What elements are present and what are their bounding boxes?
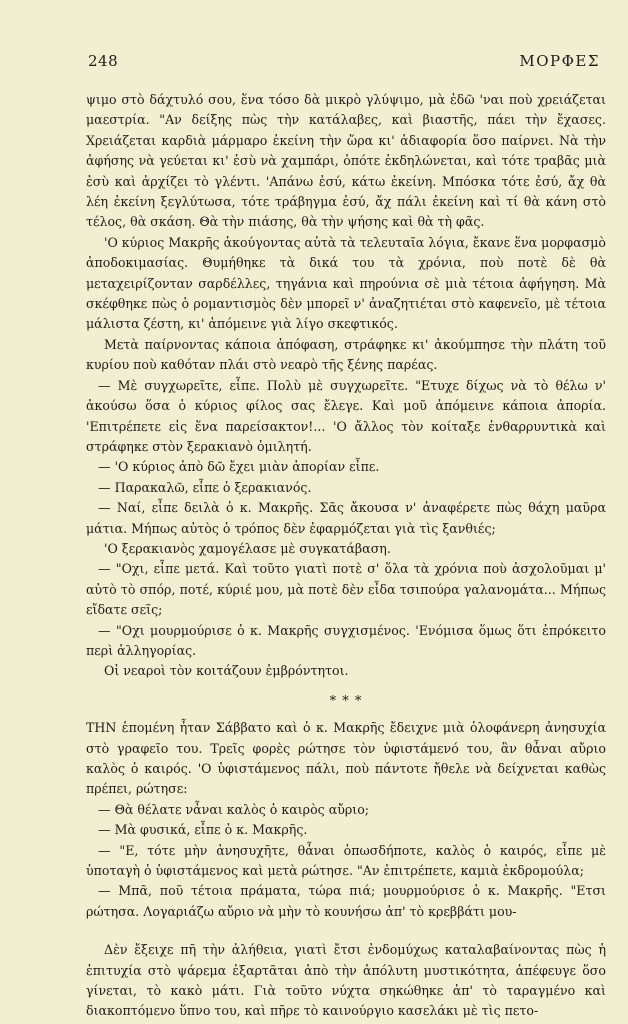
paragraph: 'Ο κύριος Μακρῆς ἀκούγοντας αὐτὰ τὰ τελευταῖα λόγια, ἔκανε ἕνα μορφασμὸ ἀποδοκιμασίας. Θυμήθηκε τὰ δικά του τὰ χρόνια, ποὺ ποτὲ δὲ θὰ μεταχειρίζονταν σαρδέλλες, τηγάνια καὶ πηρούνια σὲ μιὰ τέτοια ἀφήγηση. Μὰ σκέφθηκε πὼς ὁ ρομαντισμὸς δὲν μπορεῖ ν' ἀναζητιέται στὸ καφενεῖο, μὲ τέτοια μάλιστα ζέστη, κι' ἀπόμεινε γιὰ λίγο σκεφτικός.	[86, 234, 606, 332]
dialogue-line: — Μπᾶ, ποῦ τέτοια πράματα, τώρα πιά; μουρμούρισε ὁ κ. Μακρῆς. "Ετσι ρώτησα. Λογαριάζω αὔριο νὰ μὴν τὸ κουνήσω ἀπ' τὸ κρεββάτι μου-	[86, 883, 606, 919]
paragraph: Δὲν ἔξειχε πῆ τὴν ἀλήθεια, γιατὶ ἔτσι ἐνδομύχως καταλαβαίνοντας πὼς ἡ ἐπιτυχία στὸ ψάρεμα ἐξαρτᾶται ἀπὸ τὴν ἀπόλυτη μυστικότητα, ἀπέφευγε ὅσο γίνεται, τὸ κακὸ μάτι. Γιὰ τοῦτο νύχτα σηκώθηκε ἀπ' τὸ ταραγμένο καὶ διακοπτόμενο ὕπνο του, καὶ πῆρε τὸ καινούργιο κασελάκι μὲ τὶς πετο-	[86, 942, 606, 1019]
dialogue-line: — "Ε, τότε μὴν ἀνησυχῆτε, θἆναι ὁπωσδήποτε, καλὸς ὁ καιρός, εἶπε μὲ ὑποταγὴ ὁ ὑφιστάμενος καὶ μετὰ ρώτησε. "Αν ἐπιτρέπετε, καμιὰ ἐκδρομούλα;	[86, 842, 606, 879]
dialogue-line: — Ναί, εἶπε δειλὰ ὁ κ. Μακρῆς. Σᾶς ἄκουσα ν' ἀναφέρετε πὼς θάχη μαῦρα μάτια. Μήπως αὐτὸς ὁ τρόπος δὲν ἐφαρμόζεται γιὰ τὶς ξανθιές;	[86, 500, 606, 536]
section-opening-paragraph: ΤΗΝ ἑπομένη ἦταν Σάββατο καὶ ὁ κ. Μακρῆς ἔδειχνε μιὰ ὁλοφάνερη ἀνησυχία στὸ γραφεῖο του. Τρεῖς φορὲς ρώτησε τὸν ὑφιστάμενό του, ἂν θἆναι αὔριο καλὸς ὁ καιρός. 'Ο ὑφιστάμενος πάλι, ποὺ πάντοτε ἤθελε νὰ δείχνεται καθὼς πρέπει, ρώτησε:	[86, 720, 606, 797]
dialogue-line: — "Οχι μουρμούρισε ὁ κ. Μακρῆς συγχισμένος. 'Ενόμισα ὅμως ὅτι ἐπρόκειτο περὶ ἀλληγορίας.	[86, 622, 606, 658]
paragraph: ψιμο στὸ δάχτυλό σου, ἕνα τόσο δὰ μικρὸ γλύψιμο, μὰ ἐδῶ 'ναι ποὺ χρειάζεται μαεστρία. "Αν δείξης πὼς τὴν κατάλαβες, καὶ βιαστῆς, πάει τὴν ἔχασες. Χρειάζεται καρδιὰ μάρμαρο ἐκείνη τὴν ὥρα κι' ἀδιαφορία ὅσο παίρνει. Νὰ τὴν ἀφήσης νὰ γεύεται κι' ἐσὺ νὰ χαμπάρι, ὁπότε ἐκδηλώνεται, καὶ τότε τραβᾶς μιὰ ἐσὺ καὶ ἀρχίζει τὸ γλέντι. 'Απάνω ἐσύ, κάτω ἐκείνη. Μπόσκα τότε ἐσύ, ἄχ θὰ λέη ἐκείνη ξεγλύτωσα, τότε τράβηγμα ἐσύ, ἄχ πάλι ἐκείνη καὶ τί θὰ κάνη στὸ τέλος, θὰ σκάση. Θὰ τὴν πιάσης, θὰ τὴν ψήσης καὶ θὰ τὴ φᾶς.	[86, 92, 606, 230]
body-text	[86, 90, 606, 1022]
running-title: ΜΟΡΦΕΣ	[519, 52, 600, 70]
dialogue-line: — Θὰ θέλατε νἆναι καλὸς ὁ καιρὸς αὔριο;	[98, 801, 370, 817]
paragraph: 'Ο ξερακιανὸς χαμογέλασε μὲ συγκατάβαση.	[104, 540, 391, 556]
dialogue-line: — Μὰ φυσικά, εἶπε ὁ κ. Μακρῆς.	[98, 822, 308, 838]
paragraph: Μετὰ παίρνοντας κάποια ἀπόφαση, στράφηκε κι' ἀκούμπησε τὴν πλάτη τοῦ κυρίου ποὺ καθόταν πλάι στὸ νεαρὸ τῆς ξένης παρέας.	[86, 336, 606, 373]
paragraph-gap	[86, 922, 606, 940]
page-header	[0, 52, 628, 76]
dialogue-line: — "Οχι, εἶπε μετά. Καὶ τοῦτο γιατὶ ποτὲ σ' ὅλα τὰ χρόνια ποὺ ἀσχολοῦμαι μ' αὐτὸ τὸ σπόρ, ποτέ, κύριέ μου, μὰ ποτὲ δὲν εἶδα τσιπούρα γαλανομάτα... Μήπως εἴδατε σεῖς;	[86, 561, 606, 618]
dialogue-line: — Παρακαλῶ, εἶπε ὁ ξερακιανός.	[98, 479, 312, 495]
dialogue-line: — Μὲ συγχωρεῖτε, εἶπε. Πολὺ μὲ συγχωρεῖτε. "Ετυχε δίχως νὰ τὸ θέλω ν' ἀκούσω ὅσα ὁ κύριος φίλος σας ἔλεγε. Καὶ μοῦ ἀπόμεινε κάποια ἀπορία. 'Επιτρέπετε εἰς ἕνα παρείσακτον!... 'Ο ἄλλος τὸν κοίταξε ἐνθαρρυντικὰ καὶ στράφηκε στὸν ξερακιανὸ ὁμιλητή.	[86, 377, 606, 454]
dialogue-line: — 'Ο κύριος ἀπὸ δῶ ἔχει μιὰν ἀπορίαν εἶπε.	[98, 459, 380, 475]
section-break: * * *	[329, 693, 363, 709]
paragraph: Οἱ νεαροὶ τὸν κοιτάζουν ἐμβρόντητοι.	[104, 663, 349, 679]
page-number: 248	[88, 52, 119, 70]
